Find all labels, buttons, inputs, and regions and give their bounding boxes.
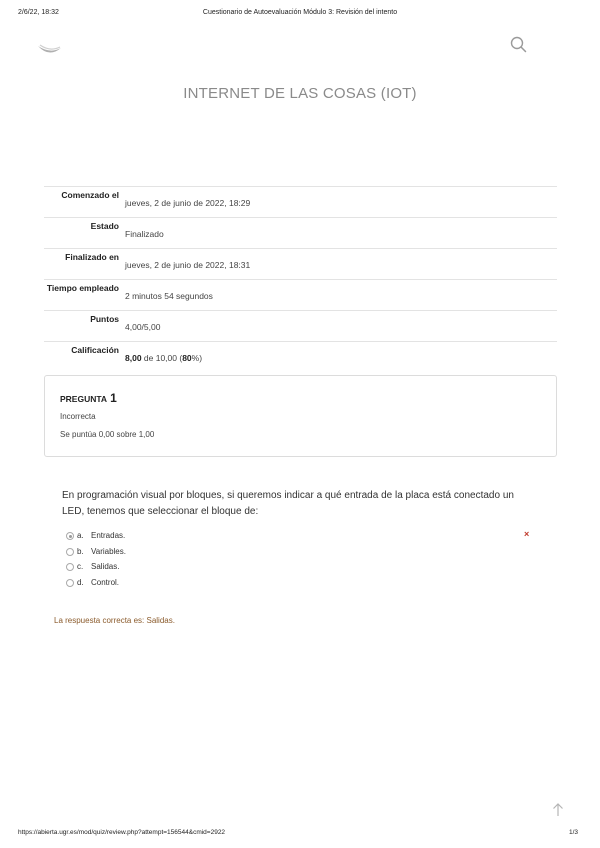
grade-value xyxy=(125,353,202,363)
option-letter: a. xyxy=(77,531,84,540)
option-letter: c. xyxy=(77,562,84,571)
option-text: Salidas. xyxy=(91,562,120,571)
grade-percent: 80 xyxy=(182,353,192,363)
incorrect-icon: × xyxy=(524,529,530,539)
question-label-text: PREGUNTA xyxy=(60,394,108,404)
summary-value: jueves, 2 de junio de 2022, 18:29 xyxy=(125,198,251,208)
summary-value: 4,00/5,00 xyxy=(125,322,161,332)
summary-row-state xyxy=(44,217,557,248)
option-letter: b. xyxy=(77,546,84,556)
option-text: Control. xyxy=(91,577,120,587)
summary-label: Puntos xyxy=(90,314,119,324)
correct-answer-feedback: La respuesta correcta es: Salidas. xyxy=(54,616,175,625)
question-state: Incorrecta xyxy=(60,412,96,421)
question-number: 1 xyxy=(110,391,117,405)
summary-row-started xyxy=(44,186,557,217)
summary-label: Comenzado el xyxy=(61,190,119,200)
question-grade: Se puntúa 0,00 sobre 1,00 xyxy=(60,430,155,439)
summary-label: Calificación xyxy=(71,345,119,355)
search-icon[interactable] xyxy=(508,35,530,55)
option-text: Entradas. xyxy=(91,531,126,540)
grade-middle: de 10,00 ( xyxy=(141,353,183,363)
summary-row-points xyxy=(44,310,557,341)
summary-row-finished xyxy=(44,248,557,279)
summary-value: 2 minutos 54 segundos xyxy=(125,291,213,301)
print-url: https://abierta.ugr.es/mod/quiz/review.php?attempt=156544&cmid=2922 xyxy=(18,829,226,836)
grade-score: 8,00 xyxy=(125,353,142,363)
summary-value: jueves, 2 de junio de 2022, 18:31 xyxy=(125,260,251,270)
attempt-summary-table xyxy=(44,186,557,372)
summary-label: Tiempo empleado xyxy=(46,283,119,293)
radio-button-selected[interactable] xyxy=(66,532,74,540)
summary-value: Finalizado xyxy=(125,229,164,239)
option-letter: d. xyxy=(77,577,84,587)
summary-row-time-taken xyxy=(44,279,557,310)
grade-end: %) xyxy=(191,353,203,363)
option-text: Variables. xyxy=(91,546,126,556)
summary-label: Finalizado en xyxy=(65,252,119,262)
radio-button[interactable] xyxy=(66,548,74,556)
print-page-title: Cuestionario de Autoevaluación Módulo 3: Revisión del intento xyxy=(202,9,398,16)
course-title: INTERNET DE LAS COSAS (IOT) xyxy=(183,85,417,102)
summary-row-grade xyxy=(44,341,557,372)
radio-button[interactable] xyxy=(66,579,74,587)
print-page-number: 1/3 xyxy=(568,829,578,836)
question-label xyxy=(60,391,117,405)
print-date: 2/6/22, 18:32 xyxy=(18,9,59,16)
question-info-box xyxy=(44,375,557,457)
radio-button[interactable] xyxy=(66,563,74,571)
site-logo[interactable] xyxy=(34,36,64,60)
back-to-top-icon[interactable] xyxy=(551,802,565,818)
question-text: En programación visual por bloques, si queremos indicar a qué entrada de la placa está conectado un LED, tenemos que seleccionar el bloque de: xyxy=(62,490,514,517)
summary-label: Estado xyxy=(90,221,119,231)
